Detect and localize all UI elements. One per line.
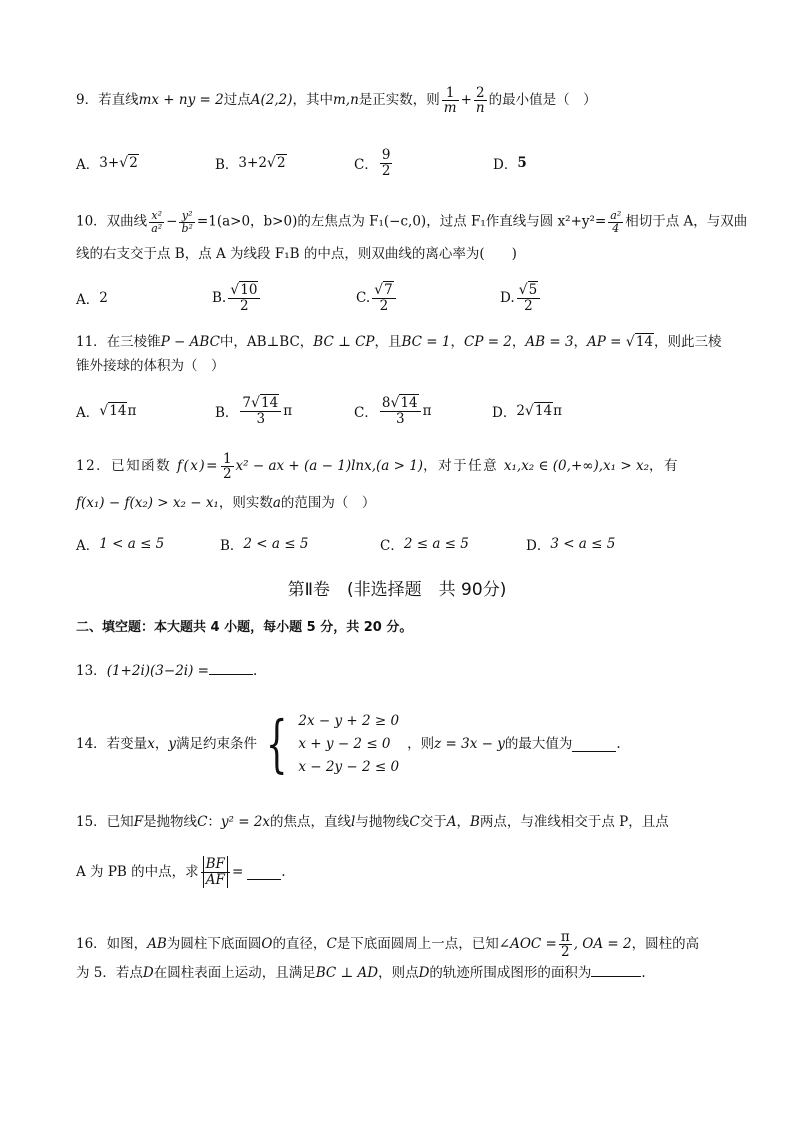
answer-blank[interactable] [209, 660, 253, 675]
question-11-line-2: 锥外接球的体积为（ ） [76, 358, 225, 374]
q9-option-b: B． 3+2 √2 [215, 155, 286, 173]
answer-blank[interactable] [591, 962, 641, 977]
q12-options [76, 522, 726, 566]
q9-fraction-1: $\frac{1}{m}$ [443, 85, 457, 117]
q12-option-a: A． 1 < a ≤ 5 [76, 536, 165, 554]
question-16-line-2: 为 5．若点D在圆柱表面上运动，且满足BC ⊥ AD，则点D的轨迹所围成图形的面积为 . [76, 962, 718, 984]
q9-line-equation: mx + ny = 2 [138, 92, 224, 109]
question-9: 9．若直线mx + ny = 2过点A(2,2)，其中m,n是正实数，则 $\frac{1}{m}$ + $\frac{2}{n}$ 的最小值是（ ） [76, 85, 597, 117]
q11-option-b: B． $\frac{7√14}{3}$ π [215, 394, 293, 427]
q11-option-d: D． 2 √14 π [492, 403, 563, 421]
q12-option-d: D． 3 < a ≤ 5 [526, 536, 616, 554]
q10-option-a: A． 2 [76, 290, 108, 308]
q11-options [76, 389, 726, 433]
question-16-line-1: 16．如图，AB为圆柱下底面圆O的直径，C是下底面圆周上一点，已知∠AOC = $\frac{\pi}{2}$ , OA = 2，圆柱的高 [76, 929, 700, 961]
section-heading: 二、填空题：本大题共 4 小题，每小题 5 分，共 20 分。 [76, 620, 413, 635]
q11-option-a: A． √14 π [76, 403, 137, 421]
section-title: 第Ⅱ卷 (非选择题 共 90分) [287, 580, 507, 600]
question-15-line-1: 15．已知F是抛物线C：y² = 2x的焦点，直线l与抛物线C交于A，B两点，与准线相交于点 P，且点 [76, 814, 669, 830]
constraint-system: { 2x − y + 2 ≥ 0 x + y − 2 ≤ 0 x − 2y − 2 ≤ 0 [265, 707, 400, 780]
q9-number: 9． [76, 92, 99, 109]
q9-options [76, 141, 726, 185]
question-11-line-1: 11．在三棱锥P − ABC中，AB⊥BC，BC ⊥ CP，且BC = 1，CP = 2，AB = 3，AP = √14，则此三棱 [76, 334, 722, 350]
q10-option-d: D. $\frac{√5}{2}$ [500, 276, 542, 320]
answer-blank[interactable] [247, 865, 281, 880]
q11-option-c: C． $\frac{8√14}{3}$ π [354, 394, 432, 427]
q10-option-c: C. $\frac{√7}{2}$ [356, 276, 398, 320]
question-15-line-2: A 为 PB 的中点，求 $\frac{BF}{AF}$ = . [76, 856, 286, 888]
question-14: 14．若变量 x ， y 满足约束条件 { 2x − y + 2 ≥ 0 x + y − 2 ≤ 0 x − 2y − 2 ≤ 0 ，则 z = 3x − y 的最大值为 . [76, 707, 621, 780]
question-12-line-1: 12．已知函数 f(x)= $\frac{1}{2}$ x² − ax + (a − 1)lnx,(a > 1)，对于任意 x₁,x₂ ∈ (0,+∞),x₁ > x₂，有 [76, 451, 679, 483]
question-12-line-2: f(x₁) − f(x₂) > x₂ − x₁，则实数a的范围为（ ） [76, 495, 376, 511]
q9-point: A(2,2) [250, 92, 293, 109]
question-13: 13．(1+2i)(3−2i) = . [76, 660, 718, 682]
q9-fraction-2: $\frac{2}{n}$ [475, 85, 485, 117]
q10-option-b: B. $\frac{√10}{2}$ [212, 276, 262, 320]
q9-option-a: A． 3+ √2 [76, 155, 138, 173]
answer-blank[interactable] [572, 737, 616, 752]
q12-option-c: C． 2 ≤ a ≤ 5 [380, 536, 469, 554]
q12-option-b: B． 2 < a ≤ 5 [220, 536, 309, 554]
q9-option-d: D． 5 [493, 155, 527, 173]
question-10-line-1: 10．双曲线 $\frac{\text{x²}}{\text{a²}}$ − $\frac{\text{y²}}{\text{b²}}$ =1(a>0，b>0)的左焦点为 F₁(−c,0)，过点 F₁作直线与圆 x²+y²= $\frac{\text{a²}}{4}$ 相切于点 A，与双曲 [76, 209, 748, 235]
q10-options [76, 276, 726, 320]
q9-option-c: C． $\frac{9}{2}$ [354, 147, 391, 179]
question-10-line-2: 线的右支交于点 B，点 A 为线段 F₁B 的中点，则双曲线的离心率为( ) [76, 246, 517, 262]
